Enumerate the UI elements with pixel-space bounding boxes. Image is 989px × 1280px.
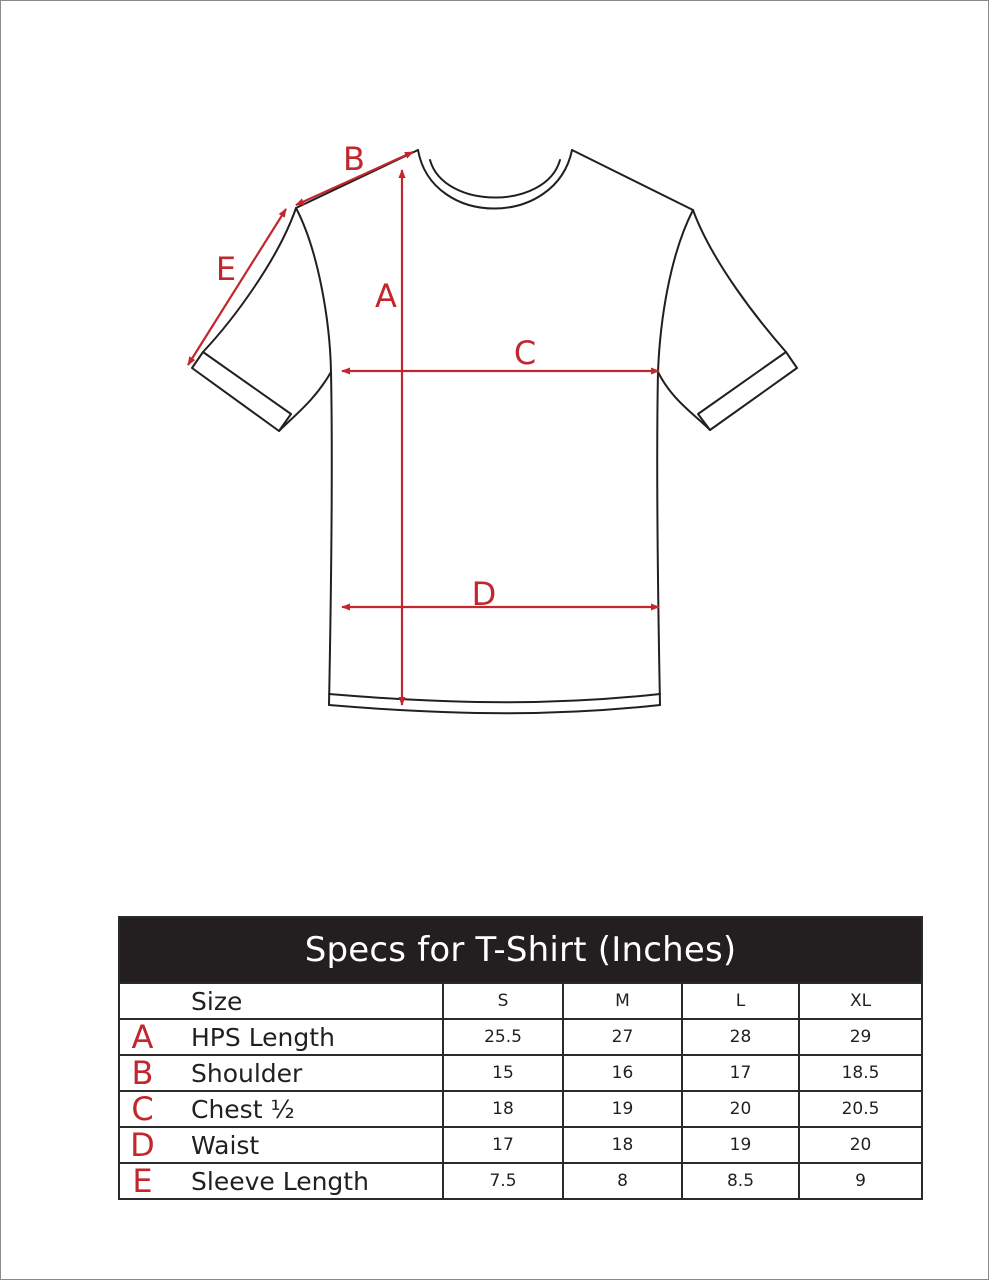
label-d: D [471, 575, 497, 613]
table-row [119, 1163, 922, 1199]
value-xl: 20.5 [799, 1091, 922, 1127]
size-l-header: L [682, 983, 799, 1019]
arrow-e [188, 209, 286, 365]
value-m: 27 [563, 1019, 682, 1055]
label-c: C [513, 334, 537, 372]
table-title-row [119, 917, 922, 983]
table-title: Specs for T-Shirt (Inches) [119, 917, 922, 983]
table-row [119, 1055, 922, 1091]
value-s: 7.5 [443, 1163, 563, 1199]
measurement-name: Waist [165, 1127, 443, 1163]
value-l: 28 [682, 1019, 799, 1055]
value-s: 17 [443, 1127, 563, 1163]
value-xl: 18.5 [799, 1055, 922, 1091]
value-s: 15 [443, 1055, 563, 1091]
value-m: 16 [563, 1055, 682, 1091]
table-row [119, 1127, 922, 1163]
header-letter-cell [119, 983, 165, 1019]
measurement-arrows [188, 152, 659, 705]
value-xl: 9 [799, 1163, 922, 1199]
value-m: 8 [563, 1163, 682, 1199]
size-s-header: S [443, 983, 563, 1019]
value-l: 8.5 [682, 1163, 799, 1199]
measurement-name: Chest ½ [165, 1091, 443, 1127]
measurement-labels [216, 140, 536, 613]
value-xl: 29 [799, 1019, 922, 1055]
value-s: 25.5 [443, 1019, 563, 1055]
table-row [119, 1019, 922, 1055]
measurement-name: HPS Length [165, 1019, 443, 1055]
value-m: 18 [563, 1127, 682, 1163]
size-m-header: M [563, 983, 682, 1019]
row-letter: B [119, 1055, 165, 1091]
measurement-name: Sleeve Length [165, 1163, 443, 1199]
size-spec-table [118, 916, 923, 1200]
value-l: 19 [682, 1127, 799, 1163]
row-letter: A [119, 1019, 165, 1055]
size-xl-header: XL [799, 983, 922, 1019]
tshirt-outline [192, 150, 797, 713]
row-letter: C [119, 1091, 165, 1127]
size-header-label: Size [165, 983, 443, 1019]
row-letter: E [119, 1163, 165, 1199]
value-s: 18 [443, 1091, 563, 1127]
label-e: E [215, 250, 237, 288]
table-row [119, 1091, 922, 1127]
label-a: A [375, 277, 397, 315]
row-letter: D [119, 1127, 165, 1163]
value-m: 19 [563, 1091, 682, 1127]
value-l: 20 [682, 1091, 799, 1127]
value-xl: 20 [799, 1127, 922, 1163]
label-b: B [343, 140, 365, 178]
measurement-name: Shoulder [165, 1055, 443, 1091]
value-l: 17 [682, 1055, 799, 1091]
size-header-row [119, 983, 922, 1019]
